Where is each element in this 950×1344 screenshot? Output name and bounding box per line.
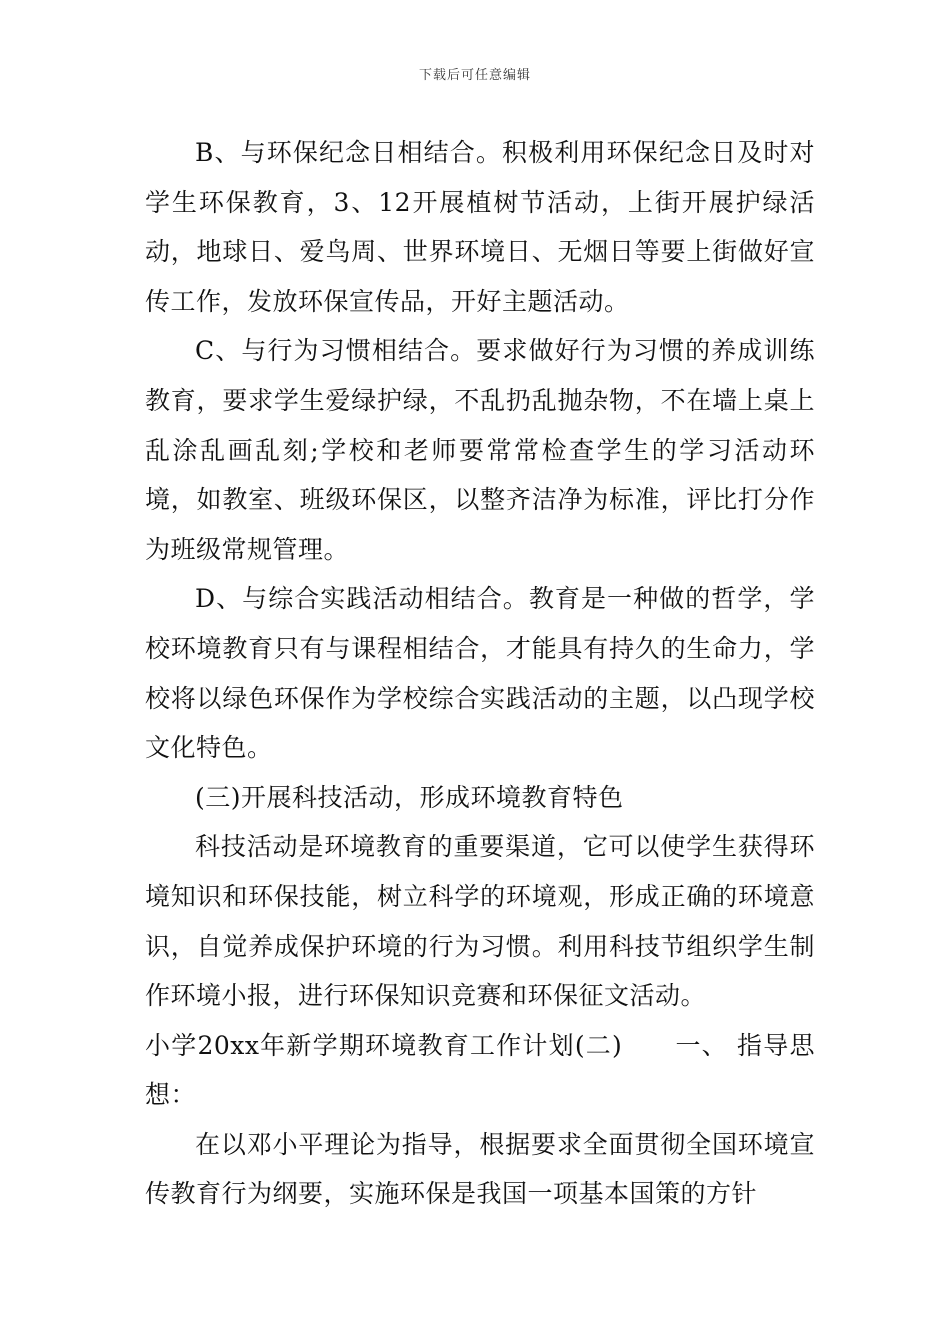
plan-title-part-two: 小学20xx年新学期环境教育工作计划(二) 一、 指导思想：	[145, 1030, 815, 1110]
paragraph-tech-activities: 科技活动是环境教育的重要渠道，它可以使学生获得环境知识和环保技能，树立科学的环境观，形成正确的环境意识，自觉养成保护环境的行为习惯。利用科技节组织学生制作环境小报，进行环保知识竞赛和环保征文活动。	[145, 832, 815, 1011]
document-body	[145, 128, 815, 1219]
page-header: 下载后可任意编辑	[418, 68, 531, 83]
paragraph-b-environmental-days: B、与环保纪念日相结合。积极利用环保纪念日及时对学生环保教育，3、12开展植树节活动，上街开展护绿活动，地球日、爱鸟周、世界环境日、无烟日等要上街做好宣传工作，发放环保宣传品，开好主题活动。	[145, 138, 815, 316]
paragraph-guiding-ideology: 在以邓小平理论为指导，根据要求全面贯彻全国环境宣传教育行为纲要，实施环保是我国一项基本国策的方针	[145, 1129, 815, 1209]
paragraph-d-practice-activities: D、与综合实践活动相结合。教育是一种做的哲学，学校环境教育只有与课程相结合，才能具有持久的生命力，学校将以绿色环保作为学校综合实践活动的主题，以凸现学校文化特色。	[145, 584, 815, 763]
section-heading-tech-activities: (三)开展科技活动，形成环境教育特色	[195, 782, 624, 812]
paragraph-c-behavior-habits: C、与行为习惯相结合。要求做好行为习惯的养成训练教育，要求学生爱绿护绿，不乱扔乱抛杂物，不在墙上桌上乱涂乱画乱刻;学校和老师要常常检查学生的学习活动环境，如教室、班级环保区，以整齐洁净为标准，评比打分作为班级常规管理。	[145, 336, 815, 564]
